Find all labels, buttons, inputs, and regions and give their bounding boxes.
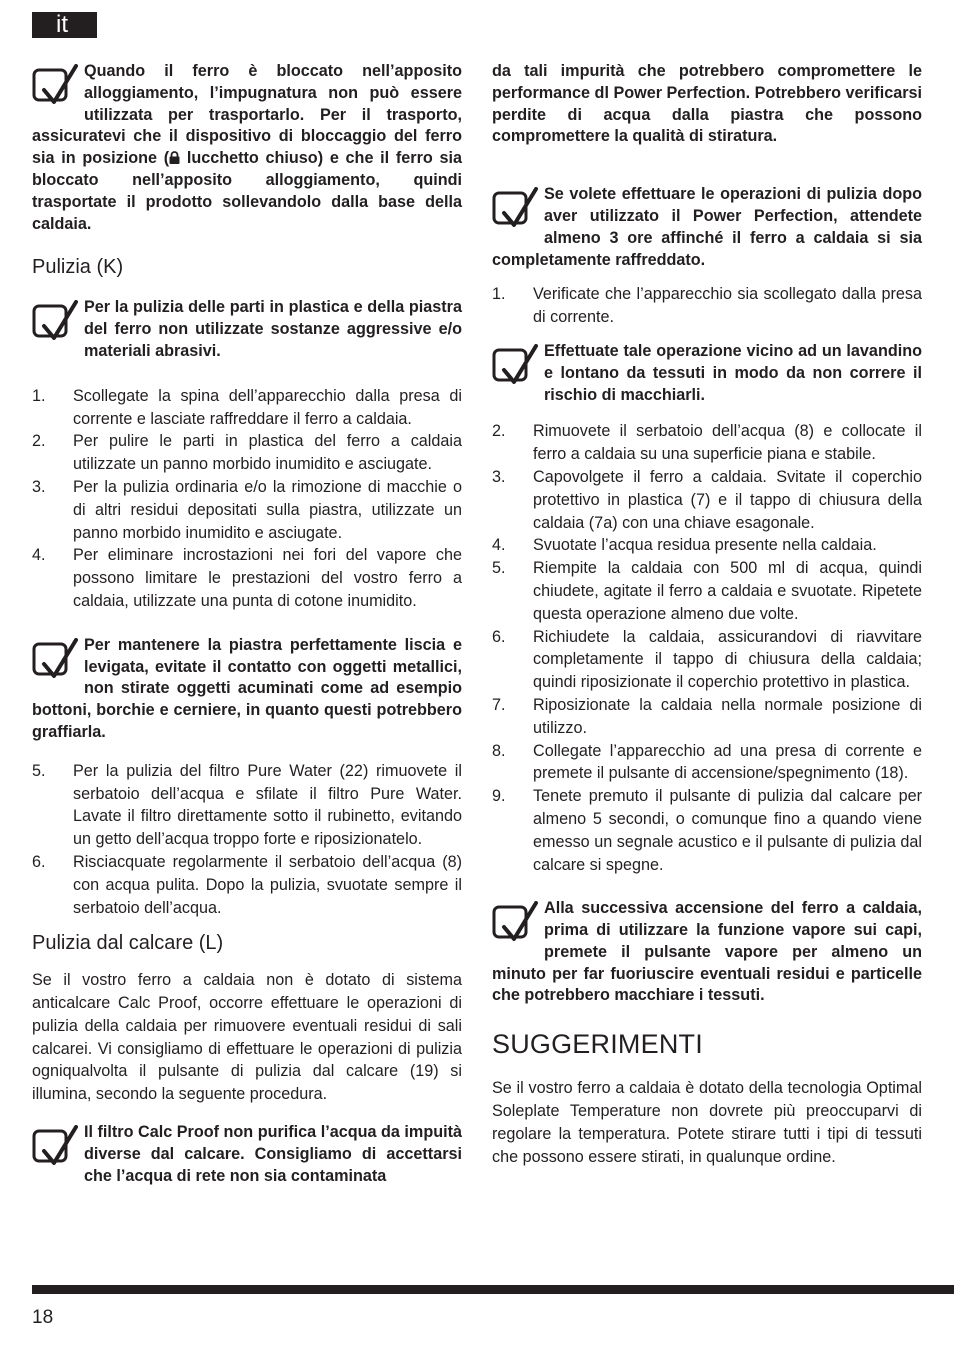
steps-list-d	[492, 420, 922, 876]
language-code: it	[56, 11, 68, 38]
note-soleplate	[32, 635, 462, 744]
heading-pulizia-calcare: Pulizia dal calcare (L)	[32, 932, 224, 955]
note-cleaning-plastic-text: Per la pulizia delle parti in plastica e della piastra del ferro non utilizzate sostanze aggressive e/o materiali abrasivi.	[84, 298, 462, 360]
list-item: 5. Per la pulizia del filtro Pure Water (22) rimuovete il serbatoio dell’acqua e sfilate il filtro Pure Water. Lavate il filtro direttamente sotto il rubinetto, evitando un getto dell’acqua troppo forte e riposizionatelo.	[32, 761, 462, 849]
note-transport-tail: lucchetto chiuso) e che il ferro sia bloccato nell’apposito alloggiamento, quindi trasportate il prodotto sollevandolo dalla base della caldaia.	[32, 149, 463, 233]
list-item: 8. Collegate l’apparecchio ad una presa di corrente e premete il pulsante di accensione/spegnimento (18).	[492, 741, 922, 783]
note-cooling-time-text: Se volete effettuare le operazioni di pulizia dopo aver utilizzato il Power Perfection, attendete almeno 3 ore affinché il ferro a caldaia si sia completamente raffreddato.	[492, 185, 922, 269]
checkbox-note-icon	[492, 187, 540, 231]
checkbox-note-icon	[32, 1125, 80, 1169]
checkbox-note-icon	[32, 638, 80, 682]
note-transport-text: Quando il ferro è bloccato nell’apposito alloggiamento, l’impugnatura non può essere utilizzata per trasportarlo. Per il trasporto, assicuratevi che il dispositivo di bloccaggio del ferro sia in posizione (	[32, 62, 462, 168]
list-item: 6. Richiudete la caldaia, assicurandovi di riavvitare completamente il tappo di chiusura della caldaia; quindi riposizionate il coperchio protettivo in plastica.	[492, 627, 922, 692]
left-column	[32, 61, 462, 1187]
list-item: 4. Per eliminare incrostazioni nei fori del vapore che possono limitare le prestazioni del vostro ferro a caldaia, utilizzate una punta di cotone inumidito.	[32, 546, 462, 610]
checkbox-note-icon	[32, 64, 80, 108]
heading-pulizia-k: Pulizia (K)	[32, 256, 124, 279]
right-column	[492, 61, 922, 1182]
note-soleplate-text: Per mantenere la piastra perfettamente liscia e levigata, evitate il contatto con oggetti metallici, non stirate oggetti acuminati come ad esempio bottoni, borchie e cerniere, in quanto questi potrebbero graffiarla.	[32, 635, 462, 741]
list-item: 7. Riposizionate la caldaia nella normale posizione di utilizzo.	[492, 695, 922, 737]
list-item: 3. Per la pulizia ordinaria e/o la rimozione di macchie o di altri residui depositati sulla piastra, utilizzate un panno morbido inumidito e asciugate.	[32, 477, 462, 542]
descaling-paragraph: Se il vostro ferro a caldaia non è dotato di sistema anticalcare Calc Proof, occorre effettuare le operazioni di pulizia della caldaia per rimuovere eventuali residui di sali calcarei. Vi consigliamo di effettuare le operazioni di pulizia ogniqualvolta il pulsante di pulizia dal calcare (19) si illumina, secondo la seguente procedura.	[32, 971, 462, 1104]
list-item: 6. Risciacquate regolarmente il serbatoio dell’acqua (8) con acqua pulita. Dopo la pulizia, svuotate sempre il serbatoio dell’acqua.	[32, 852, 462, 917]
list-item: 5. Riempite la caldaia con 500 ml di acqua, quindi chiudete, agitate il ferro a caldaia e svuotate. Ripetete questa operazione almeno due volte.	[492, 559, 922, 623]
list-item: 2. Per pulire le parti in plastica del ferro a caldaia utilizzate un panno morbido inumidito e asciugate.	[32, 432, 462, 474]
note-near-sink-text: Effettuate tale operazione vicino ad un lavandino e lontano da tessuti in modo da non correre il rischio di macchiarli.	[544, 341, 922, 404]
footer-rule	[32, 1285, 954, 1294]
list-item: 2. Rimuovete il serbatoio dell’acqua (8) e collocate il ferro a caldaia su una superficie piana e stabile.	[492, 422, 922, 464]
note-cooling-time	[492, 184, 922, 271]
steps-list-c	[492, 283, 922, 329]
suggestions-paragraph: Se il vostro ferro a caldaia è dotato della tecnologia Optimal Soleplate Temperature non dovrete più preoccuparvi di regolare la temperatura. Potete stirare tutti i tipi di tessuti che possono essere stirati, in qualunque ordine.	[492, 1079, 922, 1166]
list-item: 1. Scollegate la spina dell’apparecchio dalla presa di corrente e lasciate raffreddare il ferro a caldaia.	[32, 386, 462, 428]
note-calc-proof-continued: da tali impurità che potrebbero compromettere le performance dl Power Perfection. Potrebbero verificarsi perdite di acqua dalla piastra che possono compromettere la qualità di stiratura.	[492, 62, 923, 146]
page-number: 18	[32, 1307, 54, 1328]
list-item: 1. Verificate che l’apparecchio sia scollegato dalla presa di corrente.	[492, 285, 922, 327]
list-item: 9. Tenete premuto il pulsante di pulizia dal calcare per almeno 5 secondi, o comunque fino a quando viene emesso un segnale acustico e il pulsante di pulizia dal calcare si spegne.	[492, 787, 922, 874]
note-calc-proof-text: Il filtro Calc Proof non purifica l’acqua da impuità diverse dal calcare. Consigliamo di accettarsi che l’acqua di rete non sia contaminata	[84, 1123, 462, 1185]
language-tab	[32, 12, 97, 38]
checkbox-note-icon	[492, 901, 540, 945]
note-next-startup-text: Alla successiva accensione del ferro a caldaia, prima di utilizzare la funzione vapore sui capi, premete il pulsante vapore per almeno un minuto per far fuoriuscire eventuali residui e particelle che potrebbero macchiare i tessuti.	[492, 899, 922, 1005]
list-item: 4. Svuotate l’acqua residua presente nella caldaia.	[492, 536, 877, 555]
checkbox-note-icon	[492, 344, 540, 388]
steps-list-b	[32, 760, 462, 920]
note-transport	[32, 61, 462, 235]
note-next-startup	[492, 898, 922, 1007]
note-calc-proof	[32, 1122, 462, 1187]
steps-list-a	[32, 385, 462, 613]
checkbox-note-icon	[32, 300, 80, 344]
padlock-icon	[169, 149, 180, 162]
note-cleaning-plastic	[32, 297, 462, 362]
heading-suggerimenti: SUGGERIMENTI	[492, 1029, 703, 1060]
list-item: 3. Capovolgete il ferro a caldaia. Svitate il coperchio protettivo in plastica (7) e il tappo di chiusura della caldaia (7a) con una chiave esagonale.	[492, 467, 922, 532]
note-near-sink	[492, 341, 922, 406]
